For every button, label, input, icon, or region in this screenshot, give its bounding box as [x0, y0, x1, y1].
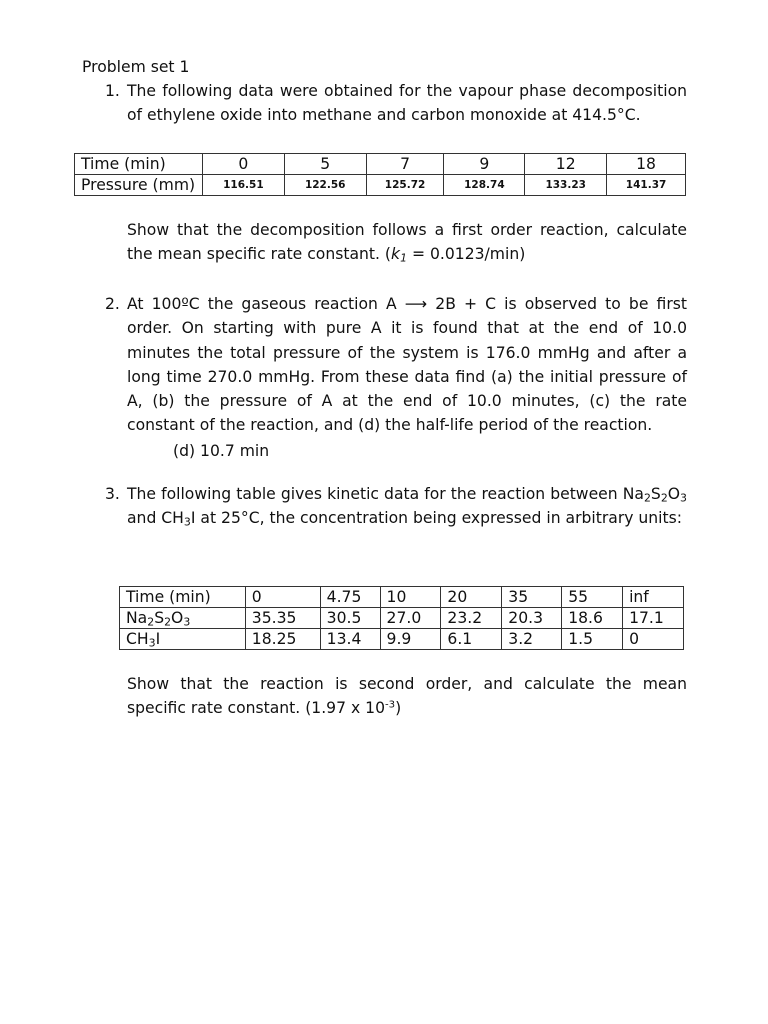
page-heading: Problem set 1 [82, 58, 190, 76]
pressure-data-table [74, 153, 686, 196]
rate-constant-subscript: 1 [400, 252, 408, 266]
text-part: O [667, 485, 681, 503]
problem-number: 2. [105, 295, 120, 313]
subscript: 3 [148, 636, 156, 650]
table-row [120, 587, 684, 608]
text-part: S [650, 485, 661, 503]
rate-constant-value: = 0.0123/min) [407, 245, 526, 264]
table-cell: 6.1 [441, 629, 502, 650]
table-cell: 30.5 [320, 608, 380, 629]
problem-1 [105, 79, 687, 128]
table-cell: 35 [502, 587, 562, 608]
table-cell: 20 [441, 587, 502, 608]
problem-number: 3. [105, 485, 120, 503]
row-label: Time (min) [75, 154, 203, 175]
question-text: Show that the decomposition follows a first order reaction, calculate the mean specific rate constant. ( [127, 221, 687, 264]
problem-3 [105, 482, 687, 531]
table-cell: 18 [607, 154, 686, 175]
problem-text [127, 482, 687, 531]
table-cell: 12 [525, 154, 607, 175]
table-cell: 23.2 [441, 608, 502, 629]
table-cell: 122.56 [284, 175, 366, 196]
table-cell: 20.3 [502, 608, 562, 629]
subscript: 2 [164, 615, 172, 629]
table-cell: 141.37 [607, 175, 686, 196]
problem-2 [105, 292, 687, 438]
subscript: 2 [660, 491, 668, 505]
row-label [120, 629, 246, 650]
exponent: -3 [385, 699, 396, 711]
table-cell: 17.1 [623, 608, 684, 629]
problem-1-question [127, 218, 687, 267]
table-cell: 125.72 [366, 175, 444, 196]
table-cell: inf [623, 587, 684, 608]
row-label: Pressure (mm) [75, 175, 203, 196]
table-cell: 3.2 [502, 629, 562, 650]
table-cell: 7 [366, 154, 444, 175]
table-cell: 4.75 [320, 587, 380, 608]
table-row [120, 629, 684, 650]
row-label [120, 608, 246, 629]
text-part: I at 25°C, the concentration being expressed in arbitrary units: [190, 509, 683, 528]
table-cell: 55 [562, 587, 623, 608]
problem-2-answer: (d) 10.7 min [173, 442, 270, 460]
table-cell: 35.35 [245, 608, 320, 629]
table-cell: 18.6 [562, 608, 623, 629]
text-part: and CH [127, 509, 184, 528]
text-part: CH [126, 630, 149, 648]
table-cell: 5 [284, 154, 366, 175]
table-cell: 128.74 [444, 175, 525, 196]
text-part: Na [126, 609, 148, 627]
table-cell: 9 [444, 154, 525, 175]
problem-number: 1. [105, 82, 120, 100]
subscript: 3 [183, 516, 191, 530]
question-text: Show that the reaction is second order, and calculate the mean specific rate constant. (1.97 x 10 [127, 675, 687, 718]
subscript: 2 [147, 615, 155, 629]
subscript: 2 [643, 491, 651, 505]
table-cell: 18.25 [245, 629, 320, 650]
problem-text: At 100ºC the gaseous reaction A ⟶ 2B + C is observed to be first order. On starting with pure A it is found that at the end of 10.0 minutes the total pressure of the system is 176.0 mmHg and after a long time 270.0 mmHg. From these data find (a) the initial pressure of A, (b) the pressure of A at the end of 10.0 minutes, (c) the rate constant of the reaction, and (d) the half-life period of the reaction. [127, 295, 687, 435]
text-part: S [154, 609, 165, 627]
text-part: The following table gives kinetic data for the reaction between Na [127, 485, 644, 503]
table-cell: 27.0 [380, 608, 441, 629]
table-row [75, 154, 686, 175]
row-label: Time (min) [120, 587, 246, 608]
table-cell: 0 [623, 629, 684, 650]
kinetic-data-table [119, 586, 684, 650]
table-row [120, 608, 684, 629]
table-row [75, 175, 686, 196]
table-cell: 133.23 [525, 175, 607, 196]
problem-text: The following data were obtained for the vapour phase decomposition of ethylene oxide into methane and carbon monoxide at 414.5°C. [127, 82, 687, 125]
table-cell: 0 [202, 154, 284, 175]
table-cell: 1.5 [562, 629, 623, 650]
table-cell: 0 [245, 587, 320, 608]
rate-constant-symbol: k [391, 245, 401, 264]
table-cell: 10 [380, 587, 441, 608]
text-part: O [171, 609, 184, 627]
table-cell: 116.51 [202, 175, 284, 196]
table-cell: 9.9 [380, 629, 441, 650]
subscript: 3 [183, 615, 191, 629]
subscript: 3 [680, 491, 687, 505]
text-part: I [155, 630, 161, 648]
problem-3-question [127, 672, 687, 721]
question-text: ) [395, 699, 402, 718]
table-cell: 13.4 [320, 629, 380, 650]
